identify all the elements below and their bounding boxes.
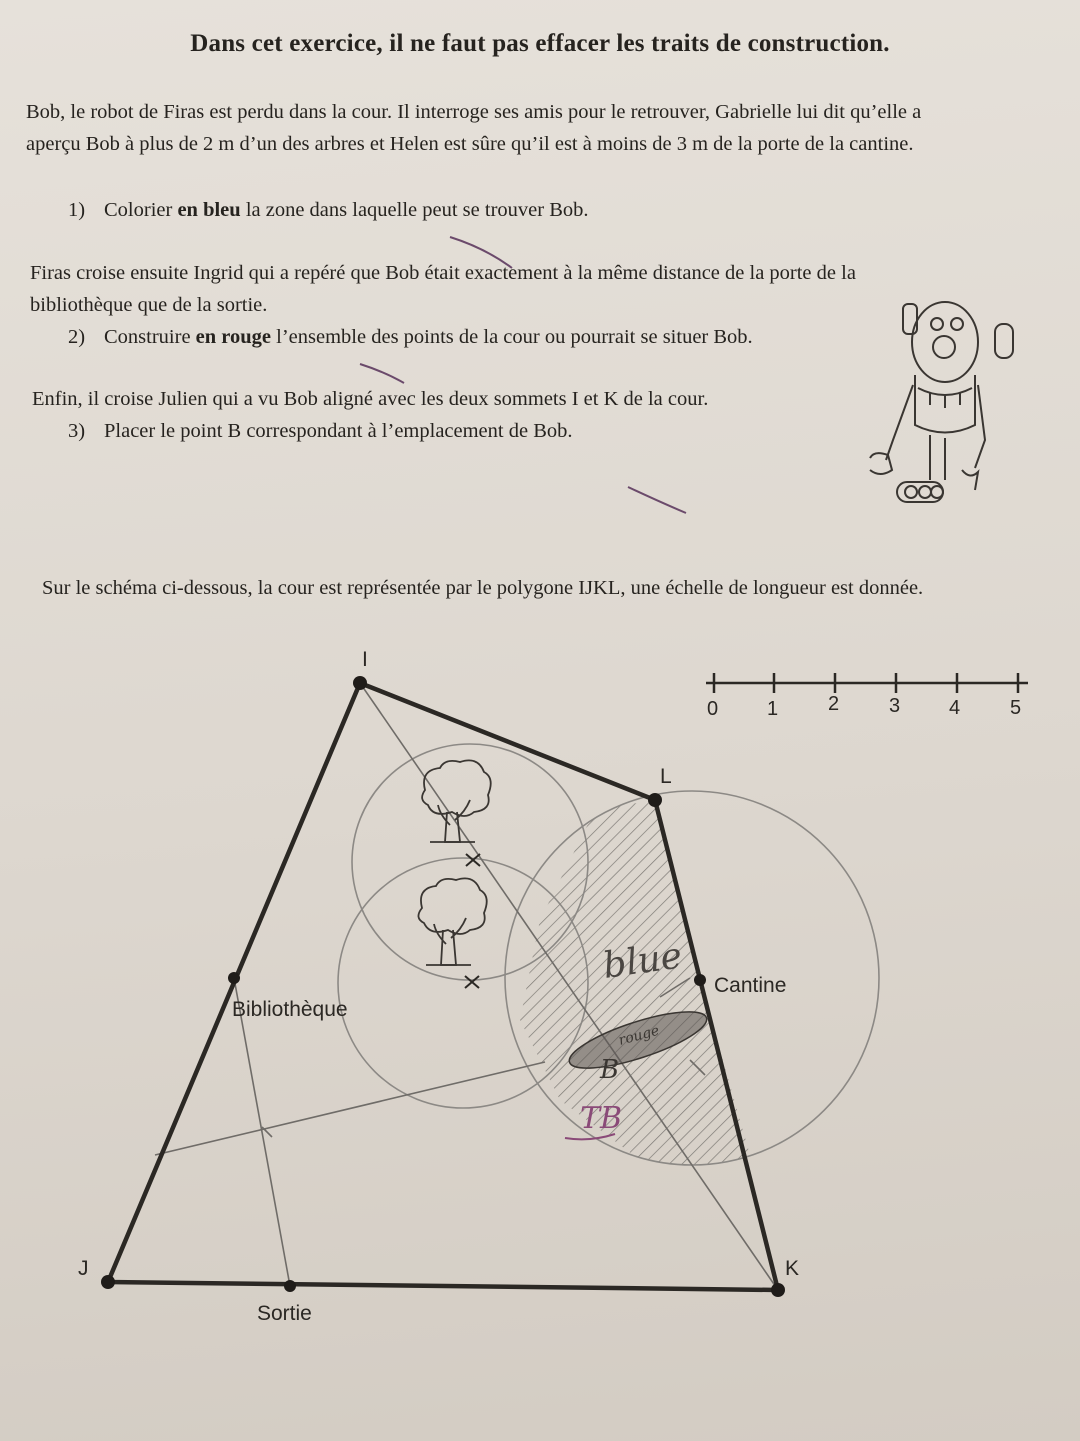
paragraph-3-line-1: Enfin, il croise Julien qui a vu Bob aligné avec les deux sommets I et K de la cour. [32,388,709,410]
schema-caption: Sur le schéma ci-dessous, la cour est représentée par le polygone IJKL, une échelle de longueur est donnée. [42,577,924,599]
question-1-text-post: la zone dans laquelle peut se trouver Bob. [240,199,589,221]
scale-tick-5: 5 [1010,697,1022,719]
question-2-bold: en rouge [195,326,272,348]
scale-tick-2: 2 [828,693,840,715]
center-marks [465,854,480,988]
question-1-number: 1) [68,199,86,221]
tree-icon [422,760,491,842]
pencil-mark [450,237,512,268]
label-K: K [785,1257,800,1280]
label-cantine: Cantine [714,974,787,997]
handwritten-rouge: rouge [616,1022,662,1049]
point-sortie [284,1280,296,1292]
point-K [771,1283,785,1297]
scale-tick-3: 3 [889,695,901,717]
label-J: J [78,1257,89,1280]
perpendicular-bisector [155,1062,545,1155]
scale-bar [706,673,1028,720]
question-2-number: 2) [68,326,86,348]
point-cantine [694,974,706,986]
label-sortie: Sortie [257,1302,312,1325]
scale-tick-4: 4 [949,697,961,719]
intro-line-1: Bob, le robot de Firas est perdu dans la cour. Il interroge ses amis pour le retrouver, Gabrielle lui dit qu’elle a [26,101,922,123]
handwritten-blue: blue [600,935,685,987]
intro-line-2: aperçu Bob à plus de 2 m d’un des arbres et Helen est sûre qu’il est à moins de 3 m de la porte de la cantine. [26,133,914,155]
pencil-mark [360,364,404,383]
paragraph-2-line-1: Firas croise ensuite Ingrid qui a repéré que Bob était exactement à la même distance de la porte de la [30,262,856,284]
question-3-text: Placer le point B correspondant à l’emplacement de Bob. [104,420,573,442]
label-L: L [660,765,672,788]
scale-tick-0: 0 [707,698,719,720]
handwritten-tb: TB [580,1101,623,1136]
question-1-text-pre: Colorier [104,199,178,221]
label-I: I [362,648,368,671]
label-bibliotheque: Bibliothèque [232,998,348,1021]
bibliotheque-sortie-segment [234,978,290,1286]
paragraph-2-line-2: bibliothèque que de la sortie. [30,294,268,316]
scale-tick-1: 1 [767,698,779,720]
point-I [353,676,367,690]
point-bibliotheque [228,972,240,984]
tree-icon [418,878,486,965]
hatched-zone [505,791,879,1165]
question-2-text-post: l’ensemble des points de la cour ou pourrait se situer Bob. [271,326,753,348]
question-3-number: 3) [68,420,86,442]
question-1-bold: en bleu [177,199,241,221]
point-J [101,1275,115,1289]
point-L [648,793,662,807]
pencil-mark [628,487,686,513]
question-2-text-pre: Construire [104,326,196,348]
handwritten-b: B [600,1055,620,1085]
exercise-title: Dans cet exercice, il ne faut pas effacer les traits de construction. [190,30,890,57]
robot-illustration [870,302,1013,502]
